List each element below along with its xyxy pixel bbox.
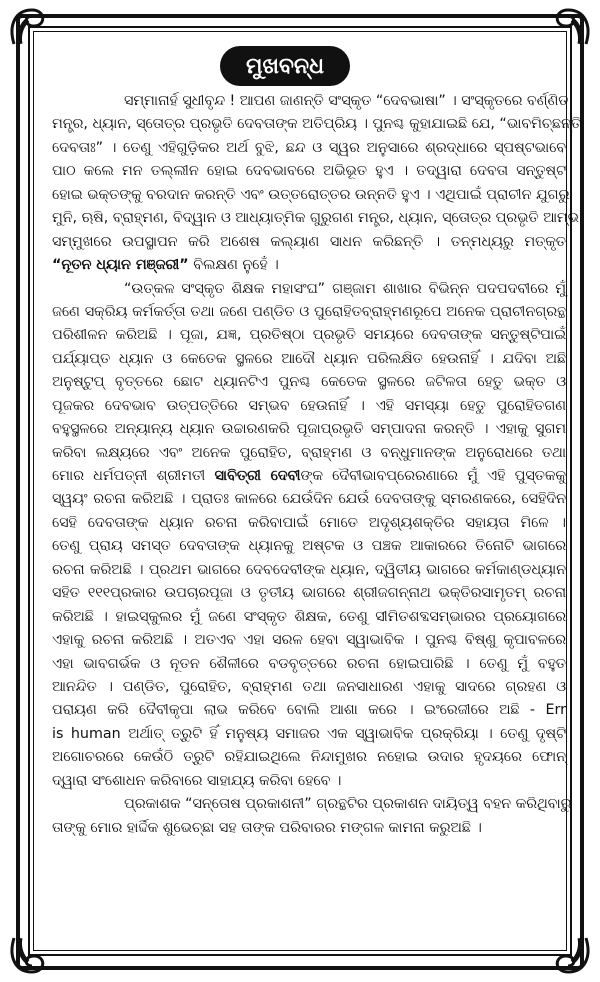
text-span: “ଉତ୍କଳ ସଂସ୍କୃତ ଶିକ୍ଷକ ମହାସଂଘ” ଗଞ୍ଜାମ ଶାଖାର ବିଭିନ୍ନ ପଦପଦବୀରେ ମୁଁ — [124, 280, 566, 297]
text-span: ବିଲକ୍ଷଣ ନୁହେଁ । — [188, 257, 279, 274]
text-line — [52, 137, 566, 160]
bold-text: “ନୂତନ ଧ୍ୟାନ ମଞ୍ଜରୀ” — [52, 257, 189, 274]
text-line — [52, 465, 566, 488]
text-span: ରଚନା କରିଅଛି । ପ୍ରଥମ ଭାଗରେ ଦେବଦେବୀଙ୍କ ଧ୍ୟାନ, ଦ୍ୱିତୀୟ ଭାଗରେ କର୍ମକାଣ୍ଡଧ୍ୟାନ — [52, 561, 566, 578]
text-line — [52, 559, 566, 582]
text-line — [52, 676, 566, 699]
text-span: ଅଗୋଚରରେ କେଉଁଠି ତ୍ରୁଟି ରହିଯାଇଥିଲେ ନିନ୍ଦାମୁଖର ନହୋଇ ଉଦାର ହୃଦୟରେ ଫୋନ୍ — [52, 749, 566, 766]
text-line — [52, 207, 579, 230]
text-line — [52, 746, 566, 769]
text-line — [52, 301, 566, 324]
text-line — [52, 395, 566, 418]
text-line — [52, 770, 566, 793]
text-line — [52, 793, 572, 816]
text-span: ପରାୟଣ କରି ଦୈବୀକୃପା ଲାଭ କରିବେ ବୋଲି ଆଶା କରେ । ଇଂରେଜୀରେ ଅଛି - Err — [52, 702, 566, 719]
text-line — [52, 442, 566, 465]
text-span: ଏହାକୁ ରଚନା କରିଅଛି । ଅତଏବ ଏହା ସରଳ ହେବା ସ୍ୱାଭାବିକ । ପୁନଶ୍ଚ ବିଷ୍ଣୁ କୃପାବଳରେ — [52, 632, 566, 649]
text-span: କରିଅଛି । ହାଇସ୍କୁଲର ମୁଁ ଜଣେ ସଂସ୍କୃତ ଶିକ୍ଷକ, ତେଣୁ ସୀମିତଶବ୍ଦସମ୍ଭାରର ପ୍ରୟୋଗରେ — [52, 608, 566, 625]
text-span: ସମ୍ମୁଖରେ ଉପସ୍ଥାପନ କରି ଅଶେଷ କଲ୍ୟାଣ ସାଧନ କରିଛନ୍ତି । ତନ୍ମଧ୍ୟରୁ ମତ୍‌କୃତ — [52, 233, 566, 250]
text-span: ସମ୍ମାନାର୍ହ ସୁଧୀବୃନ୍ଦ ! ଆପଣ ଜାଣନ୍ତି ସଂସ୍କୃତ “ଦେବଭାଷା” । ସଂସ୍କୃତରେ ବର୍ଣ୍ଣିତ — [124, 93, 569, 109]
text-line — [52, 113, 582, 136]
page-title: ମୁଖବନ୍ଧ — [220, 46, 350, 86]
text-line — [52, 653, 566, 676]
text-span: ଏହା ଭାବଗର୍ଭକ ଓ ନୂତନ ଶୈଳୀରେ ବଡବୃତ୍ତରେ ରଚନା ହୋଇପାରିଛି । ତେଣୁ ମୁଁ ବହୁତ — [52, 655, 566, 672]
text-line — [52, 90, 569, 113]
text-span: ଜଣେ ସକ୍ରିୟ କର୍ମକର୍ତ୍ତା ତଥା ଜଣେ ପଣ୍ଡିତ ଓ ପୁରୋହିତବ୍ରାହ୍ମଣରୂପେ ଅନେକ ପ୍ରାଚୀନଗ୍ରନ୍ଥ — [52, 303, 566, 320]
corner-ornament-icon — [550, 934, 594, 978]
text-span: ମୁନି, ଋଷି, ବ୍ରାହ୍ମଣ, ବିଦ୍ୱାନ ଓ ଆଧ୍ୟାତ୍ମିକ ଗୁରୁଗଣ ମନ୍ତ୍ର, ଧ୍ୟାନ, ସ୍ତୋତ୍ର ପ୍ରଭୃତି ଆମ୍ଭ — [52, 210, 579, 227]
text-span: ପୂଜକର ଦେବଭାବ ଉତ୍ପତ୍ତିରେ ସମ୍ଭବ ହେଉନାହିଁ । ଏହି ସମସ୍ୟା ହେତୁ ପୁରୋହିତଗଣ — [52, 397, 566, 414]
text-line — [52, 278, 566, 301]
text-line — [52, 606, 566, 629]
corner-ornament-icon — [6, 934, 50, 978]
text-span: ପାଠ କଲେ ମନ ତଲ୍ଲୀନ ହୋଇ ଦେବଭାବରେ ଅଭିଭୂତ ହୁଏ । ତଦ୍ୱାରା ଦେବତା ସନ୍ତୁଷ୍ଟ — [52, 163, 566, 180]
corner-ornament-icon — [550, 4, 594, 48]
text-span: ଆନନ୍ଦିତ । ପଣ୍ଡିତ, ପୁରୋହିତ, ବ୍ରାହ୍ମଣ ତଥା ଜନସାଧାରଣ ଏହାକୁ ସାଦରେ ଗ୍ରହଣ ଓ — [52, 678, 566, 695]
text-line — [52, 629, 566, 652]
text-line — [52, 535, 566, 558]
text-span: କରିବା ଲକ୍ଷ୍ୟରେ ଏବଂ ଅନେକ ପୁରୋହିତ, ବ୍ରାହ୍ମଣ ଓ ବନ୍ଧୁମାନଙ୍କ ଅନୁରୋଧରେ ତଥା — [52, 444, 566, 461]
text-line — [52, 371, 566, 394]
text-line — [52, 254, 566, 277]
text-span: ତାଙ୍କୁ ମୋର ହାର୍ଦ୍ଦିକ ଶୁଭେଚ୍ଛା ସହ ତାଙ୍କ ପରିବାରର ମଙ୍ଗଳ କାମନା କରୁଅଛି । — [52, 819, 482, 836]
text-span: ହୋଇ ଭକ୍ତଙ୍କୁ ବରଦାନ କରନ୍ତି ଏବଂ ଉତ୍ତରୋତ୍ତର ଉନ୍ନତି ହୁଏ । ଏଥିପାଇଁ ପ୍ରାଚୀନ ଯୁଗରୁ — [52, 186, 570, 203]
text-span: ତେଣୁ ପ୍ରାୟ ସମସ୍ତ ଦେବତାଙ୍କ ଧ୍ୟାନକୁ ଅଷ୍ଟକ ଓ ପଞ୍ଚକ ଆକାରରେ ତିନୋଟି ଭାଗରେ — [52, 538, 566, 555]
text-span: ବହୁସ୍ଥଳରେ ଅନ୍ୟାନ୍ୟ ଧ୍ୟାନ ଉଚ୍ଚାରଣକରି ପୂଜାପ୍ରଭୃତି ସମ୍ପାଦନା କରନ୍ତି । ଏହାକୁ ସୁଗମ — [52, 421, 566, 438]
text-line — [52, 817, 566, 840]
text-span: ଦେବତାଃ” । ତେଣୁ ଏହିଗୁଡ଼ିକର ଅର୍ଥ ବୁଝି, ଛନ୍ଦ ଓ ସ୍ୱର ଅନୁସାରେ ଶ୍ରଦ୍ଧାରେ ସ୍ପଷ୍ଟଭାବେ — [52, 139, 566, 156]
text-span: is human ଅର୍ଥାତ୍ ତ୍ରୁଟି ହିଁ ମନୁଷ୍ୟ ସମାଜର ଏକ ସ୍ୱାଭାବିକ ପ୍ରକ୍ରିୟା । ତେଣୁ ଦୃଷ୍ଟି — [52, 725, 566, 742]
text-line — [52, 418, 566, 441]
text-line — [52, 160, 566, 183]
text-span: ପ୍ରକାଶକ “ସନ୍ତୋଷ ପ୍ରକାଶନୀ” ଗ୍ରନ୍ଥଟିର ପ୍ରକାଶନ ଦାୟିତ୍ୱ ବହନ କରିଥିବାରୁ — [124, 796, 572, 813]
text-span: ପରିଶୀଳନ କରିଅଛି । ପୂଜା, ଯଜ୍ଞ, ପ୍ରତିଷ୍ଠା ପ୍ରଭୃତି ସମୟରେ ଦେବତାଙ୍କ ସନ୍ତୁଷ୍ଟିପାଇଁ — [52, 327, 566, 344]
corner-ornament-icon — [6, 4, 50, 48]
text-span: ସହିତ ୧୧୧ପ୍ରକାର ଉପଚାରପୂଜା ଓ ତୃତୀୟ ଭାଗରେ ଶ୍ରୀଜଗନ୍ନାଥ ଭକ୍ତିରସାମୃତମ୍ ରଚନା — [52, 585, 566, 602]
text-line — [52, 184, 570, 207]
text-span: ସ୍ୱୟଂ ରଚନା କରିଅଛି । ପ୍ରାତଃ କାଳରେ ଯେଉଁଦିନ ଯେଉଁ ଦେବତାଙ୍କୁ ସ୍ମରଣକରେ, ସେହିଦିନ — [52, 491, 566, 508]
text-line — [52, 512, 566, 535]
text-line — [52, 723, 566, 746]
text-span: ମୋର ଧର୍ମପତ୍ନୀ ଶ୍ରୀମତୀ — [52, 468, 215, 484]
text-line — [52, 488, 566, 511]
text-span: ଅନୁଷ୍ଟୁପ୍ ବୃତ୍ତରେ ଛୋଟ ଧ୍ୟାନଟିଏ ପୁନଶ୍ଚ କେତେକ ସ୍ଥଳରେ ଜଟିଳତା ହେତୁ ଭକ୍ତ ଓ — [52, 374, 566, 391]
preface-body — [52, 90, 582, 840]
text-line — [52, 231, 566, 254]
text-line — [52, 582, 566, 605]
text-line — [52, 324, 566, 347]
text-span: ସେହି ଦେବତାଙ୍କ ଧ୍ୟାନ ରଚନା କରିବାପାଇଁ ମୋତେ ଅଦୃଶ୍ୟଶକ୍ତିର ସହାୟତା ମିଳେ । — [52, 514, 566, 531]
text-span: ଙ୍କ ଦୈବୀଭାବପ୍ରେରଣାରେ ମୁଁ ଏହି ପୁସ୍ତକକୁ — [300, 468, 566, 484]
text-span: ମନ୍ତ୍ର, ଧ୍ୟାନ, ସ୍ତୋତ୍ର ପ୍ରଭୃତି ଦେବତାଙ୍କ ଅତିପ୍ରିୟ । ପୁନଶ୍ଚ କୁହାଯାଇଛି ଯେ, “ଭାବମିଚ୍ଛନ୍ତି — [52, 116, 582, 133]
text-span: ପର୍ଯ୍ୟାପ୍ତ ଧ୍ୟାନ ଓ କେତେକ ସ୍ଥଳରେ ଆଦୌ ଧ୍ୟାନ ପରିଲକ୍ଷିତ ହେଉନାହିଁ । ଯଦିବା ଅଛି — [52, 350, 566, 367]
text-span: ଦ୍ୱାରା ସଂଶୋଧନ କରିବାରେ ସାହାଯ୍ୟ କରିବା ହେବେ । — [52, 772, 342, 789]
text-line — [52, 699, 566, 722]
text-line — [52, 348, 566, 371]
bold-text: ସାବିତ୍ରୀ ଦେବୀ — [214, 468, 301, 484]
